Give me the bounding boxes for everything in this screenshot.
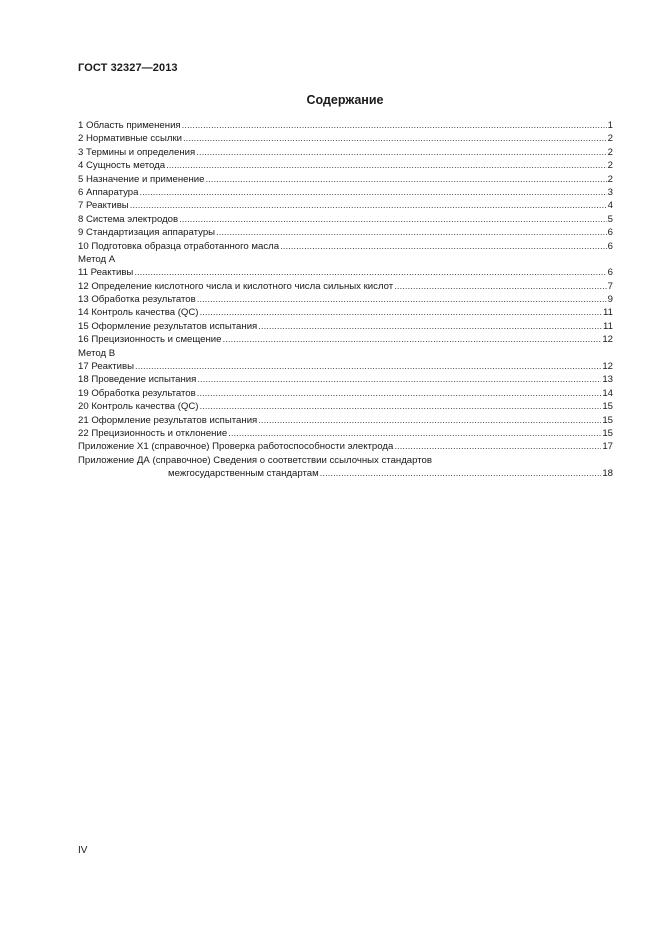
toc-leader-dots [258, 320, 602, 333]
toc-leader-dots [197, 387, 602, 400]
toc-entry[interactable] [78, 454, 613, 467]
toc-entry[interactable] [78, 373, 613, 386]
toc-entry-page: 3 [607, 186, 613, 198]
toc-entry-text: 10 Подготовка образца отработанного масла [78, 240, 280, 252]
toc-entry-page: 15 [602, 401, 613, 413]
toc-leader-dots [183, 132, 607, 145]
toc-entry-text: 8 Система электродов [78, 213, 179, 225]
toc-entry-page: 12 [602, 361, 613, 373]
toc-entry[interactable] [78, 306, 613, 319]
toc-entry[interactable] [78, 266, 613, 279]
toc-section-heading-text: Метод В [78, 347, 116, 359]
toc-entry-page: 9 [607, 294, 613, 306]
toc-entry[interactable] [78, 186, 613, 199]
toc-entry-text: 17 Реактивы [78, 361, 135, 373]
toc-entry-page: 6 [607, 267, 613, 279]
toc-entry[interactable] [78, 400, 613, 413]
toc-entry[interactable] [78, 427, 613, 440]
toc-entry-page: 11 [603, 307, 613, 319]
toc-leader-dots [280, 240, 607, 253]
toc-entry[interactable] [78, 226, 613, 239]
toc-title: Содержание [306, 93, 384, 107]
toc-entry-text: 12 Определение кислотного числа и кислотного числа сильных кислот [78, 280, 394, 292]
toc-entry-text: Приложение X1 (справочное) Проверка работоспособности электрода [78, 441, 394, 453]
toc-entry-text: 16 Прецизионность и смещение [78, 334, 222, 346]
toc-entry-text: 21 Оформление результатов испытания [78, 414, 258, 426]
toc-leader-dots [197, 293, 607, 306]
toc-entry-page: 1 [607, 119, 613, 131]
toc-entry-text: 2 Нормативные ссылки [78, 133, 183, 145]
toc-leader-dots [394, 440, 601, 453]
toc-entry-text: 18 Проведение испытания [78, 374, 197, 386]
toc-leader-dots [135, 360, 601, 373]
document-code: ГОСТ 32327—2013 [78, 62, 178, 74]
toc-entry[interactable] [78, 414, 613, 427]
toc-entry-text: 3 Термины и определения [78, 146, 196, 158]
toc-entry-page: 18 [602, 468, 613, 480]
toc-leader-dots [130, 199, 607, 212]
toc-leader-dots [223, 333, 602, 346]
toc-entry-text: 7 Реактивы [78, 200, 129, 212]
toc-section-heading [78, 347, 613, 360]
toc-entry-text: Приложение ДА (справочное) Сведения о соответствии ссылочных стандартов [78, 454, 432, 466]
toc-leader-dots [205, 173, 606, 186]
toc-entry-text: 22 Прецизионность и отклонение [78, 427, 228, 439]
toc-leader-dots [139, 186, 606, 199]
toc-entry-text: межгосударственным стандартам [168, 468, 319, 480]
toc-entry-page: 11 [603, 320, 613, 332]
toc-entry-page: 13 [602, 374, 613, 386]
toc-entry-page: 2 [607, 146, 613, 158]
toc-entry[interactable] [78, 213, 613, 226]
toc-entry-page: 15 [602, 414, 613, 426]
toc-entry[interactable] [78, 440, 613, 453]
toc-entry-page: 6 [607, 240, 613, 252]
toc-entry-page: 14 [602, 387, 613, 399]
toc-entry-page: 2 [607, 133, 613, 145]
toc-leader-dots [394, 280, 606, 293]
toc-entry[interactable] [78, 360, 613, 373]
toc-entry-page: 17 [602, 441, 613, 453]
toc-entry-text: 6 Аппаратура [78, 186, 139, 198]
toc-entry-text: 11 Реактивы [78, 267, 134, 279]
toc-entry-page: 7 [607, 280, 613, 292]
toc-entry-page: 12 [602, 334, 613, 346]
toc-leader-dots [179, 213, 607, 226]
toc-entry-text: 13 Обработка результатов [78, 294, 196, 306]
toc-leader-dots [200, 306, 603, 319]
toc-entry-page: 4 [607, 200, 613, 212]
toc-leader-dots [258, 414, 601, 427]
toc-leader-dots [228, 427, 601, 440]
toc-entry-text: 20 Контроль качества (QC) [78, 401, 199, 413]
toc-entry-page: 2 [607, 173, 613, 185]
toc-leader-dots [320, 467, 602, 480]
toc-entry[interactable] [78, 293, 613, 306]
toc-entry[interactable] [78, 387, 613, 400]
toc-leader-dots [196, 146, 606, 159]
toc-entry-page: 6 [607, 227, 613, 239]
toc-entry[interactable] [78, 146, 613, 159]
toc-leader-dots [216, 226, 607, 239]
toc-section-heading-text: Метод А [78, 253, 116, 265]
toc-entry-continuation[interactable] [78, 467, 613, 480]
toc-entry-text: 5 Назначение и применение [78, 173, 205, 185]
toc-section-heading [78, 253, 613, 266]
toc-leader-dots [197, 373, 601, 386]
toc-entry-text: 14 Контроль качества (QC) [78, 307, 199, 319]
toc-entry[interactable] [78, 119, 613, 132]
toc-entry-text: 4 Сущность метода [78, 160, 166, 172]
toc-entry[interactable] [78, 132, 613, 145]
toc-entry-page: 15 [602, 427, 613, 439]
toc-leader-dots [166, 159, 607, 172]
toc-entry-text: 1 Область применения [78, 119, 181, 131]
toc-entry-page: 2 [607, 160, 613, 172]
toc-entry-page: 5 [607, 213, 613, 225]
toc-entry-text: 19 Обработка результатов [78, 387, 196, 399]
toc-leader-dots [200, 400, 602, 413]
toc-entry-text: 9 Стандартизация аппаратуры [78, 227, 216, 239]
toc-entry-text: 15 Оформление результатов испытания [78, 320, 258, 332]
toc-entry[interactable] [78, 333, 613, 346]
toc-entry[interactable] [78, 159, 613, 172]
toc-entry[interactable] [78, 173, 613, 186]
toc-entry[interactable] [78, 280, 613, 293]
table-of-contents [78, 119, 613, 481]
page-number: IV [78, 845, 88, 856]
toc-entry[interactable] [78, 199, 613, 212]
toc-leader-dots [182, 119, 607, 132]
toc-entry[interactable] [78, 320, 613, 333]
toc-leader-dots [134, 266, 606, 279]
toc-entry[interactable] [78, 240, 613, 253]
